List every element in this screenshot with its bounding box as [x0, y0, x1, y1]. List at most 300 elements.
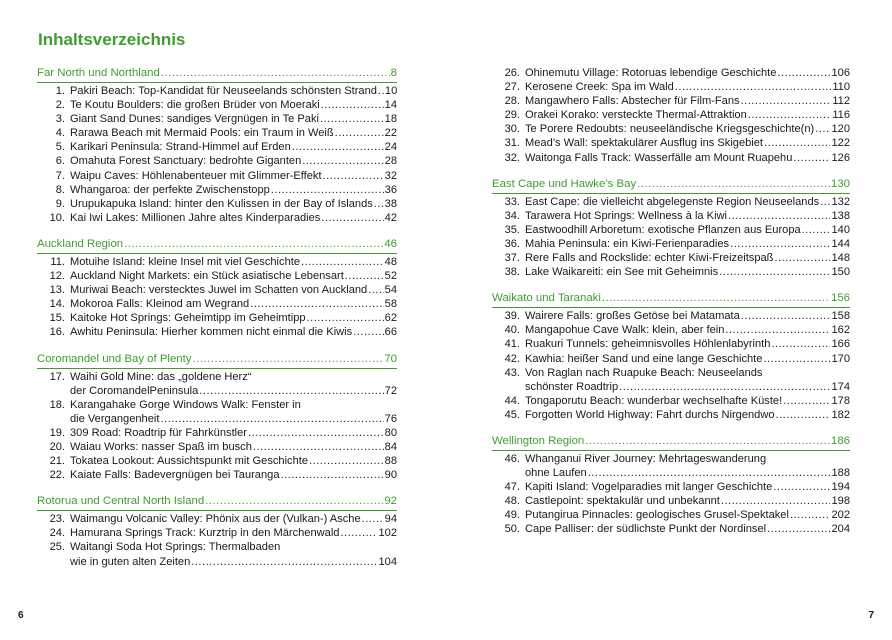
entry-number: 31.	[504, 137, 520, 150]
entry-number: 4.	[55, 127, 65, 140]
entry-number: 9.	[55, 197, 65, 210]
entry-last-line	[525, 265, 850, 279]
dot-leader	[248, 426, 384, 440]
dot-leader	[124, 237, 383, 252]
entry-page: 84	[384, 440, 397, 453]
toc-entry	[492, 94, 850, 108]
entry-text: Pakiri Beach: Top-Kandidat für Neuseelands schönsten Strand	[70, 85, 377, 97]
section-title: East Cape und Hawke’s Bay	[492, 177, 637, 190]
entry-number: 43.	[504, 366, 520, 379]
dot-leader	[588, 466, 831, 480]
entry-last-line	[525, 522, 850, 536]
dot-leader	[802, 223, 831, 237]
entry-body	[525, 394, 850, 408]
entry-last-line	[525, 122, 850, 136]
section-heading	[492, 177, 850, 194]
section-heading	[37, 66, 397, 83]
entry-last-line	[525, 480, 850, 494]
entry-number: 13.	[49, 284, 65, 297]
entry-text: schönster Roadtrip	[525, 380, 619, 393]
entry-text: 309 Road: Roadtrip für Fahrkünstler	[70, 426, 247, 439]
entry-last-line	[525, 508, 850, 522]
entry-number: 8.	[55, 183, 65, 196]
entry-text: Waimangu Volcanic Valley: Phönix aus der (Vulkan-) Asche	[70, 513, 361, 526]
entry-page: 22	[384, 127, 397, 140]
entry-page: 58	[384, 298, 397, 311]
entry-body	[70, 440, 397, 454]
entry-body	[525, 323, 850, 337]
entry-last-line	[70, 297, 397, 311]
toc-entry	[492, 337, 850, 351]
section-page: 46	[384, 237, 397, 250]
toc-entry	[492, 195, 850, 209]
entry-text: Ohinemutu Village: Rotoruas lebendige Geschichte	[525, 67, 777, 79]
dot-leader	[335, 126, 384, 140]
entry-body	[70, 370, 397, 398]
entry-text: Mangapohue Cave Walk: klein, aber fein	[525, 324, 725, 337]
entry-page: 112	[832, 95, 850, 108]
dot-leader	[321, 211, 383, 225]
toc-section	[492, 434, 850, 537]
entry-text-line: Karangahake Gorge Windows Walk: Fenster in	[70, 398, 301, 411]
entry-last-line	[525, 352, 850, 366]
entry-text: Orakei Korako: versteckte Thermal-Attraktion	[525, 109, 747, 122]
entry-body	[70, 526, 397, 540]
entry-body	[70, 540, 397, 568]
entry-number: 44.	[504, 394, 520, 407]
entry-body	[525, 309, 850, 323]
entry-last-line	[70, 440, 397, 454]
entry-last-line	[525, 466, 850, 480]
entry-text-line: Waihi Gold Mine: das „goldene Herz“	[70, 370, 252, 383]
entry-last-line	[525, 323, 850, 337]
toc-entry	[492, 237, 850, 251]
entry-text: Kaiate Falls: Badevergnügen bei Tauranga	[70, 469, 280, 482]
toc-entry	[37, 183, 397, 197]
entry-last-line	[70, 98, 397, 112]
dot-leader	[191, 555, 377, 569]
dot-leader	[602, 291, 830, 306]
dot-leader	[793, 151, 830, 165]
toc-entry	[37, 154, 397, 168]
entry-page: 162	[831, 324, 850, 337]
entry-last-line	[70, 384, 397, 398]
entry-last-line	[70, 311, 397, 325]
entry-page: 28	[384, 155, 397, 168]
dot-leader	[619, 380, 830, 394]
entry-page: 38	[384, 197, 397, 210]
toc-entry	[37, 311, 397, 325]
entry-number: 1.	[55, 85, 65, 97]
dot-leader	[320, 112, 384, 126]
entry-text: Muriwai Beach: verstecktes Juwel im Schatten von Auckland	[70, 284, 368, 297]
entry-last-line	[525, 408, 850, 422]
entry-last-line	[70, 140, 397, 154]
dot-leader	[161, 66, 390, 81]
toc-entry	[37, 283, 397, 297]
entry-body	[70, 297, 397, 311]
entry-last-line	[525, 108, 850, 122]
dot-leader	[764, 136, 830, 150]
entry-number: 22.	[49, 469, 65, 482]
section-title: Wellington Region	[492, 434, 585, 447]
entry-body	[70, 197, 397, 211]
entry-last-line	[70, 412, 397, 426]
entry-body	[525, 522, 850, 536]
entry-number: 20.	[49, 440, 65, 453]
toc-entry	[492, 408, 850, 422]
entry-text: Giant Sand Dunes: sandiges Vergnügen in Te Paki	[70, 113, 319, 126]
section-page: 8	[390, 67, 397, 79]
section-title: Far North und Northland	[37, 67, 160, 79]
section-page: 156	[830, 292, 850, 305]
entry-page: 166	[831, 338, 850, 351]
entry-text: Te Porere Redoubts: neuseeländische Kriegsgeschichte(n)	[525, 123, 815, 136]
section-heading	[37, 352, 397, 369]
entry-page: 14	[384, 99, 397, 112]
toc-entry	[37, 140, 397, 154]
entry-last-line	[525, 251, 850, 265]
entry-last-line	[70, 283, 397, 297]
entry-text: Tokatea Lookout: Aussichtspunkt mit Geschichte	[70, 455, 309, 468]
dot-leader	[721, 494, 831, 508]
entry-page: 18	[384, 113, 397, 126]
entry-page: 106	[831, 67, 850, 79]
section-heading	[37, 237, 397, 254]
entry-text-line: Waitangi Soda Hot Springs: Thermalbaden	[70, 541, 281, 554]
entry-body	[70, 468, 397, 482]
entry-body	[525, 66, 850, 80]
dot-leader	[820, 195, 830, 209]
entry-number: 46.	[504, 452, 520, 465]
toc-entry	[37, 540, 397, 568]
entry-page: 110	[832, 81, 850, 94]
section-title: Coromandel und Bay of Plenty	[37, 352, 192, 365]
dot-leader	[302, 154, 383, 168]
dot-leader	[783, 394, 830, 408]
entry-body	[525, 366, 850, 394]
dot-leader	[790, 508, 831, 522]
entry-last-line	[70, 454, 397, 468]
entry-text: Urupukapuka Island: hinter den Kulissen in der Bay of Islands	[70, 197, 373, 210]
entry-text: Mokoroa Falls: Kleinod am Wegrand	[70, 298, 250, 311]
toc-entry	[37, 112, 397, 126]
entry-body	[70, 98, 397, 112]
toc-entry	[492, 494, 850, 508]
entry-body	[70, 154, 397, 168]
toc-entry	[37, 255, 397, 269]
entry-number: 39.	[504, 310, 520, 323]
entry-text: Hamurana Springs Track: Kurztrip in den Märchenwald	[70, 527, 340, 540]
entry-body	[525, 151, 850, 165]
entry-page: 138	[831, 209, 850, 222]
entry-number: 6.	[55, 155, 65, 168]
entry-number: 49.	[504, 509, 520, 522]
entry-number: 12.	[49, 270, 65, 283]
dot-leader	[205, 494, 383, 509]
page-title: Inhaltsverzeichnis	[38, 30, 186, 49]
entry-text: Waitonga Falls Track: Wasserfälle am Mount Ruapehu	[525, 151, 793, 164]
entry-page: 126	[831, 151, 850, 164]
toc-entry	[37, 269, 397, 283]
toc-entry	[37, 297, 397, 311]
entry-number: 16.	[49, 326, 65, 339]
entry-number: 38.	[504, 266, 520, 279]
dot-leader	[281, 468, 384, 482]
entry-body	[525, 352, 850, 366]
entry-body	[525, 508, 850, 522]
entry-number: 50.	[504, 523, 520, 536]
page-number-right: 7	[868, 610, 874, 621]
toc-entry	[37, 211, 397, 225]
dot-leader	[250, 297, 383, 311]
entry-page: 188	[831, 467, 850, 480]
entry-number: 19.	[49, 426, 65, 439]
entry-number: 11.	[50, 255, 65, 268]
entry-body	[525, 80, 850, 94]
dot-leader	[301, 255, 384, 269]
entry-body	[70, 183, 397, 197]
entry-page: 90	[384, 469, 397, 482]
entry-page: 10	[384, 85, 398, 97]
entry-last-line	[525, 380, 850, 394]
section-heading	[492, 434, 850, 451]
entry-last-line	[525, 151, 850, 165]
toc-section	[37, 237, 397, 340]
entry-last-line	[70, 512, 397, 526]
entry-number: 27.	[504, 81, 520, 94]
toc-entry	[492, 66, 850, 80]
entry-page: 120	[831, 123, 850, 136]
entry-last-line	[525, 66, 850, 80]
entry-text: Omahuta Forest Sanctuary: bedrohte Giganten	[70, 155, 302, 168]
entry-number: 40.	[504, 324, 520, 337]
section-title: Auckland Region	[37, 237, 124, 250]
entry-last-line	[70, 169, 397, 183]
entry-page: 178	[831, 394, 850, 407]
entry-body	[525, 223, 850, 237]
entry-body	[70, 269, 397, 283]
toc-entry	[37, 426, 397, 440]
entry-text: Putangirua Pinnacles: geologisches Grusel-Spektakel	[525, 509, 789, 522]
entry-page: 52	[384, 270, 397, 283]
entry-page: 140	[831, 223, 850, 236]
entry-text: Lake Waikareiti: ein See mit Geheimnis	[525, 266, 719, 279]
toc-entry	[492, 209, 850, 223]
toc-entry	[37, 325, 397, 339]
entry-page: 102	[378, 527, 397, 540]
toc-section	[37, 66, 397, 225]
entry-last-line	[70, 112, 397, 126]
entry-text: Tongaporutu Beach: wunderbar wechselhafte Küste!	[525, 394, 783, 407]
entry-last-line	[525, 223, 850, 237]
entry-text: Waiau Works: nasser Spaß im busch	[70, 440, 252, 453]
entry-body	[70, 84, 397, 98]
toc-entry	[492, 265, 850, 279]
entry-text: Mahia Peninsula: ein Kiwi-Ferienparadies	[525, 237, 730, 250]
toc-entry	[37, 512, 397, 526]
entry-page: 150	[831, 266, 850, 279]
entry-last-line	[70, 325, 397, 339]
section-heading	[492, 291, 850, 308]
dot-leader	[368, 283, 383, 297]
entry-text: Tarawera Hot Springs: Wellness à la Kiwi	[525, 209, 728, 222]
entry-body	[525, 136, 850, 150]
entry-number: 34.	[504, 209, 520, 222]
entry-text: Waipu Caves: Höhlenabenteuer mit Glimmer-Effekt	[70, 169, 322, 182]
dot-leader	[323, 169, 384, 183]
section-page: 130	[830, 177, 850, 190]
dot-leader	[340, 526, 377, 540]
entry-body	[525, 408, 850, 422]
entry-page: 116	[832, 109, 850, 122]
toc-entry	[37, 197, 397, 211]
entry-number: 14.	[49, 298, 65, 311]
dot-leader	[309, 454, 384, 468]
entry-body	[70, 140, 397, 154]
entry-page: 76	[384, 412, 397, 425]
dot-leader	[741, 309, 831, 323]
toc-entry	[37, 398, 397, 426]
entry-number: 26.	[504, 67, 520, 79]
entry-text: die Vergangenheit	[70, 412, 160, 425]
dot-leader	[771, 337, 830, 351]
entry-page: 24	[384, 141, 397, 154]
toc-entry	[492, 522, 850, 536]
toc-entry	[492, 323, 850, 337]
toc-entry	[37, 454, 397, 468]
dot-leader	[193, 352, 384, 367]
entry-number: 48.	[504, 495, 520, 508]
entry-last-line	[70, 555, 397, 569]
dot-leader	[776, 408, 831, 422]
entry-page: 182	[831, 408, 850, 421]
entry-text-line: Whanganui River Journey: Mehrtageswanderung	[525, 452, 767, 465]
entry-last-line	[70, 255, 397, 269]
entry-number: 24.	[49, 527, 65, 540]
entry-last-line	[525, 337, 850, 351]
entry-body	[70, 255, 397, 269]
entry-number: 5.	[55, 141, 65, 154]
entry-body	[70, 454, 397, 468]
entry-last-line	[525, 394, 850, 408]
entry-text: ohne Laufen	[525, 467, 587, 480]
entry-number: 32.	[504, 151, 520, 164]
toc-column-right	[492, 66, 850, 549]
entry-last-line	[70, 426, 397, 440]
entry-number: 30.	[504, 123, 520, 136]
toc-entry	[492, 480, 850, 494]
toc-entry	[492, 366, 850, 394]
section-page: 186	[830, 434, 850, 447]
entry-page: 62	[384, 312, 397, 325]
toc-entry	[37, 526, 397, 540]
toc-entry	[492, 122, 850, 136]
toc-section	[492, 291, 850, 422]
entry-last-line	[70, 154, 397, 168]
dot-leader	[675, 80, 832, 94]
page-number-left: 6	[18, 610, 24, 621]
entry-number: 23.	[49, 513, 65, 526]
entry-page: 72	[384, 384, 397, 397]
dot-leader	[253, 440, 384, 454]
entry-number: 42.	[504, 352, 520, 365]
entry-number: 35.	[504, 223, 520, 236]
toc-entry	[492, 136, 850, 150]
entry-number: 47.	[504, 481, 520, 494]
entry-body	[525, 452, 850, 480]
dot-leader	[374, 197, 384, 211]
entry-last-line	[70, 468, 397, 482]
entry-number: 41.	[504, 338, 520, 351]
entry-last-line	[525, 80, 850, 94]
entry-text: Motuihe Island: kleine Insel mit viel Geschichte	[70, 255, 300, 268]
entry-page: 80	[384, 426, 397, 439]
entry-text: Mead’s Wall: spektakulärer Ausflug ins Skigebiet	[525, 137, 764, 150]
toc-entry	[492, 80, 850, 94]
section-title: Rotorua und Central North Island	[37, 495, 205, 508]
dot-leader	[763, 352, 830, 366]
dot-leader	[353, 325, 383, 339]
dot-leader	[777, 66, 830, 80]
entry-text: Cape Palliser: der südlichste Punkt der Nordinsel	[525, 523, 767, 536]
entry-last-line	[525, 136, 850, 150]
entry-page: 122	[831, 137, 850, 150]
entry-number: 21.	[49, 455, 65, 468]
toc-entry	[37, 370, 397, 398]
dot-leader	[321, 98, 384, 112]
entry-text: Kai Iwi Lakes: Millionen Jahre altes Kinderparadies	[70, 211, 321, 224]
entry-text: Karikari Peninsula: Strand-Himmel auf Erden	[70, 141, 291, 154]
entry-page: 202	[831, 509, 850, 522]
entry-text: Kawhia: heißer Sand und eine lange Geschichte	[525, 352, 763, 365]
entry-number: 29.	[504, 109, 520, 122]
entry-number: 18.	[49, 398, 65, 411]
toc-entry	[492, 452, 850, 480]
entry-body	[525, 209, 850, 223]
entry-last-line	[525, 195, 850, 209]
entry-body	[70, 325, 397, 339]
entry-number: 17.	[49, 370, 65, 383]
entry-last-line	[525, 209, 850, 223]
section-title: Waikato und Taranaki	[492, 292, 601, 305]
toc-entry	[37, 126, 397, 140]
entry-body	[525, 108, 850, 122]
toc-entry	[37, 84, 397, 98]
entry-last-line	[525, 494, 850, 508]
toc-entry	[37, 468, 397, 482]
entry-page: 54	[384, 284, 397, 297]
entry-body	[70, 211, 397, 225]
entry-number: 33.	[504, 195, 520, 208]
entry-number: 15.	[49, 312, 65, 325]
entry-body	[70, 112, 397, 126]
toc-entry	[37, 440, 397, 454]
toc-entry	[492, 508, 850, 522]
entry-number: 37.	[504, 252, 520, 265]
dot-leader	[774, 251, 830, 265]
entry-number: 3.	[55, 113, 65, 126]
entry-body	[70, 398, 397, 426]
entry-page: 194	[831, 481, 850, 494]
entry-text: der CoromandelPeninsula	[70, 384, 199, 397]
entry-body	[70, 169, 397, 183]
entry-page: 158	[831, 310, 850, 323]
dot-leader	[307, 311, 384, 325]
entry-text: Kapiti Island: Vogelparadies mit langer Geschichte	[525, 481, 773, 494]
entry-text: Mangawhero Falls: Abstecher für Film-Fans	[525, 95, 740, 108]
entry-last-line	[525, 237, 850, 251]
